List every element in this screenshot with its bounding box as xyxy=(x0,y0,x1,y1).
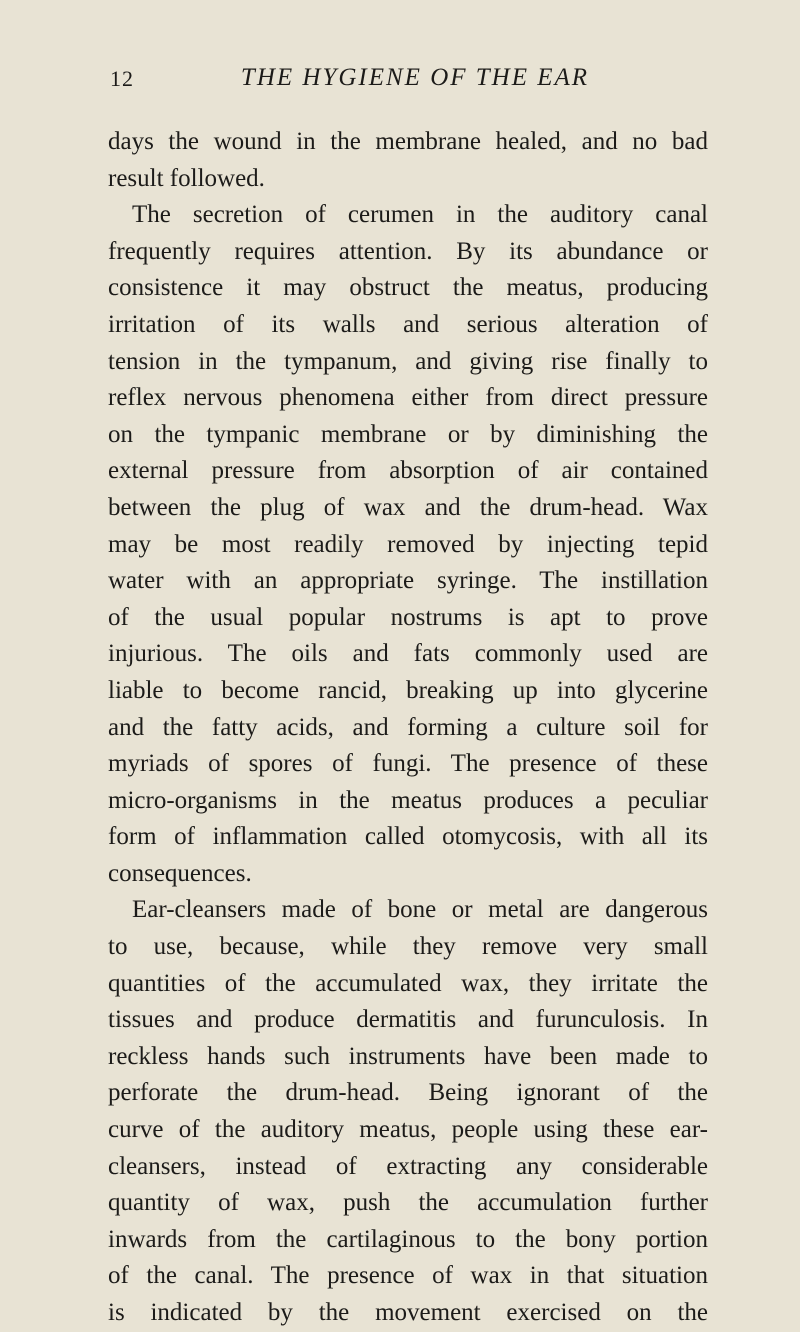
text-line: days the wound in the membrane healed, and no bad xyxy=(108,128,708,155)
page-number: 12 xyxy=(110,66,134,91)
running-title: THE HYGIENE OF THE EAR xyxy=(240,64,590,91)
text-line: reckless hands such instruments have been made to xyxy=(108,1042,708,1070)
running-head xyxy=(110,64,710,94)
body-text xyxy=(108,124,708,1332)
paragraph-start-line: Ear-cleansers made of bone or metal are dangerous xyxy=(132,896,708,924)
text-line: is indicated by the movement exercised on the xyxy=(108,1299,708,1326)
text-line: consistence it may obstruct the meatus, producing xyxy=(108,274,708,302)
text-line: injurious. The oils and fats commonly used are xyxy=(108,640,708,668)
text-line: and the fatty acids, and forming a culture soil for xyxy=(108,713,708,741)
text-line: water with an appropriate syringe. The instillation xyxy=(108,567,708,595)
text-line: cleansers, instead of extracting any considerable xyxy=(108,1152,708,1180)
text-line: result followed. xyxy=(108,164,265,192)
text-line: to use, because, while they remove very small xyxy=(108,933,708,961)
text-line: tissues and produce dermatitis and furunculosis. In xyxy=(108,1006,708,1034)
text-line: external pressure from absorption of air contained xyxy=(108,457,708,485)
text-line: on the tympanic membrane or by diminishing the xyxy=(108,420,708,448)
paragraph-start-line: The secretion of cerumen in the auditory canal xyxy=(132,201,708,229)
text-line: between the plug of wax and the drum-head. Wax xyxy=(108,493,708,521)
text-line: micro-organisms in the meatus produces a peculiar xyxy=(108,786,708,814)
text-line: form of inflammation called otomycosis, with all its xyxy=(108,823,708,851)
text-line: curve of the auditory meatus, people using these ear- xyxy=(108,1116,708,1144)
text-line: reflex nervous phenomena either from direct pressure xyxy=(108,384,708,412)
text-line: frequently requires attention. By its abundance or xyxy=(108,237,708,265)
text-line: of the usual popular nostrums is apt to prove xyxy=(108,603,708,631)
text-line: perforate the drum-head. Being ignorant of the xyxy=(108,1079,708,1107)
text-line: irritation of its walls and serious alteration of xyxy=(108,310,708,338)
text-line: liable to become rancid, breaking up into glycerine xyxy=(108,676,708,704)
text-line: of the canal. The presence of wax in that situation xyxy=(108,1262,708,1290)
text-line: myriads of spores of fungi. The presence of these xyxy=(108,750,708,778)
text-line: inwards from the cartilaginous to the bony portion xyxy=(108,1225,708,1253)
text-line: may be most readily removed by injecting tepid xyxy=(108,530,708,558)
text-line: consequences. xyxy=(108,859,252,887)
text-line: tension in the tympanum, and giving rise finally to xyxy=(108,347,708,375)
text-line: quantities of the accumulated wax, they irritate the xyxy=(108,969,708,997)
text-line: quantity of wax, push the accumulation further xyxy=(108,1189,708,1217)
